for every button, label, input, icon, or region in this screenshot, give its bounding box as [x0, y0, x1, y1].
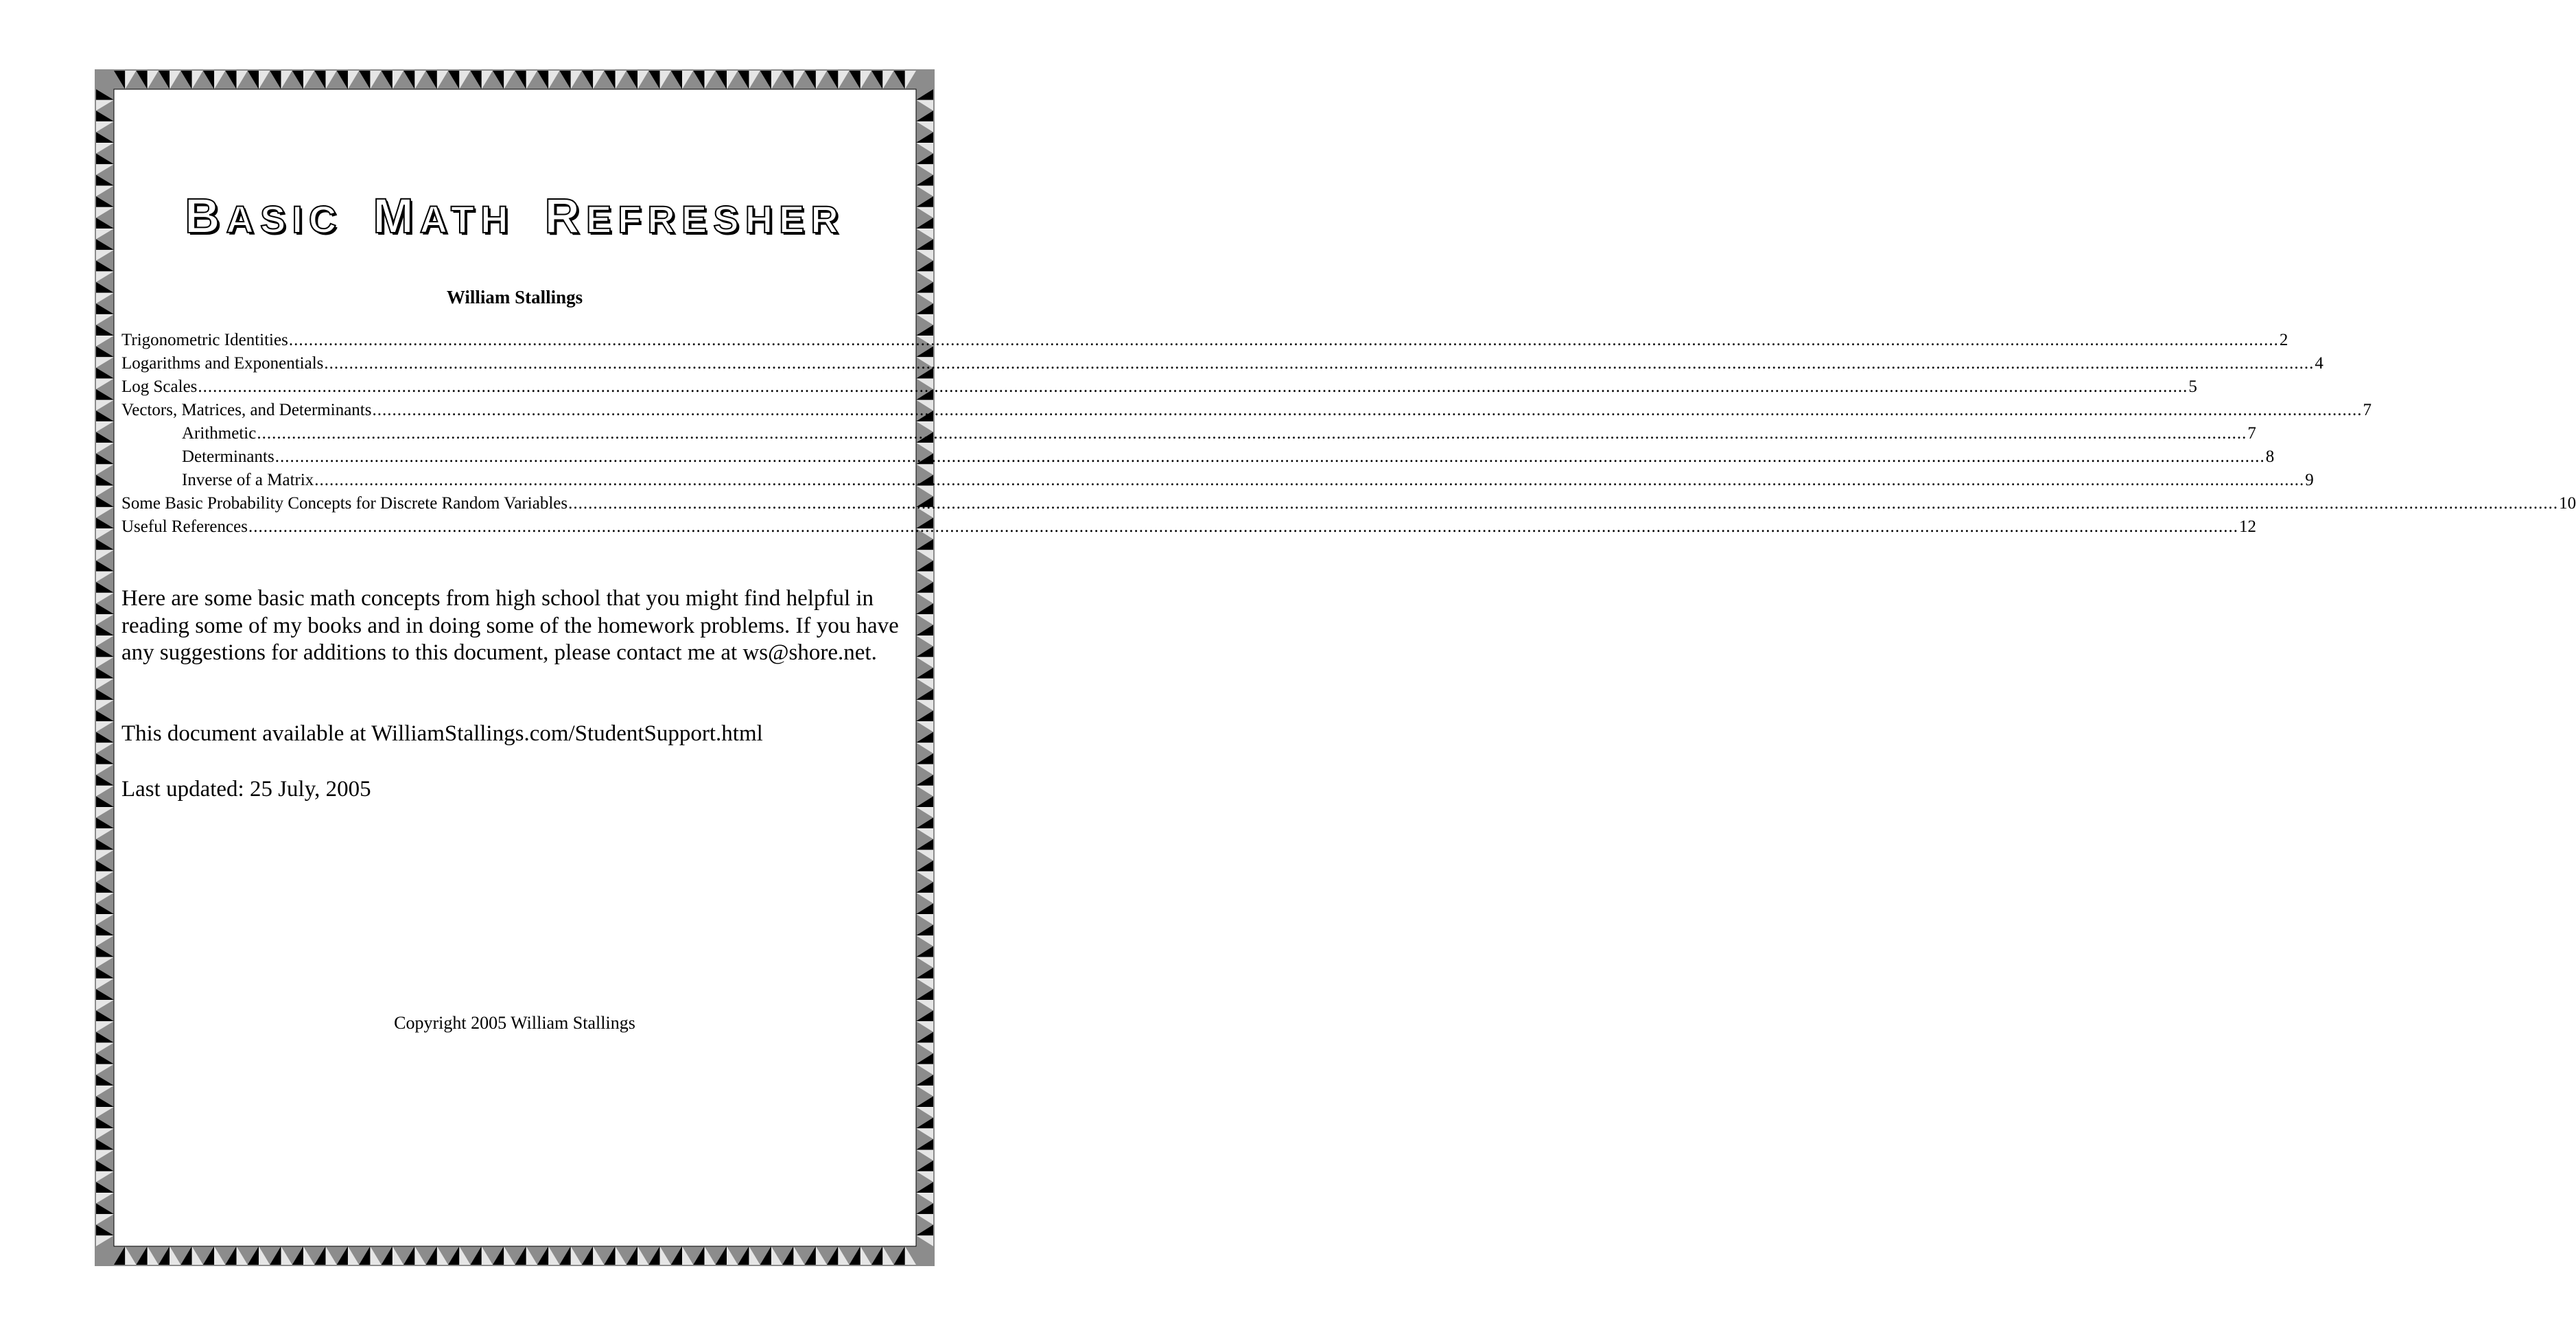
toc-entry-label: Logarithms and Exponentials	[121, 354, 324, 373]
toc-entry	[121, 494, 2576, 517]
toc-entry	[121, 517, 2256, 541]
title-word-rest: ASIC	[226, 198, 343, 241]
page-title	[0, 189, 1029, 244]
last-updated-note: Last updated: 25 July, 2005	[121, 777, 371, 802]
toc-entry-page: 4	[2315, 354, 2323, 373]
toc-entry	[121, 331, 2288, 354]
toc-entry-label: Useful References	[121, 517, 248, 536]
toc-entry-page: 2	[2279, 331, 2288, 349]
toc-entry	[121, 424, 2256, 447]
toc-entry	[121, 401, 2372, 424]
toc-entry-label: Some Basic Probability Concepts for Discrete Random Variables	[121, 494, 568, 513]
toc-dot-leader: ................................................................................................................................................................................................................................................................................................................................................................................................................	[568, 494, 2559, 513]
toc-entry-page: 8	[2265, 447, 2275, 466]
availability-note: This document available at WilliamStallings.com/StudentSupport.html	[121, 721, 763, 746]
toc-entry	[121, 354, 2323, 377]
toc-dot-leader: ................................................................................................................................................................................................................................................................................................................................................................................................................	[288, 331, 2279, 349]
toc-entry-page: 7	[2363, 401, 2372, 419]
toc-entry-label: Vectors, Matrices, and Determinants	[121, 401, 372, 419]
toc-entry-label: Inverse of a Matrix	[182, 471, 314, 489]
toc-entry-page: 12	[2238, 517, 2256, 536]
intro-paragraph: Here are some basic math concepts from high school that you might find helpful in reading some of my books and in doing some of the homework problems. If you have any suggestions for additions to this document, please contact me at ws@shore.net.	[121, 586, 899, 665]
author-name: William Stallings	[446, 287, 583, 307]
title-word	[373, 189, 514, 244]
toc-dot-leader: ................................................................................................................................................................................................................................................................................................................................................................................................................	[324, 354, 2315, 373]
title-word	[545, 189, 845, 244]
toc-dot-leader: ................................................................................................................................................................................................................................................................................................................................................................................................................	[314, 471, 2305, 489]
title-word-initial: B	[185, 189, 226, 244]
toc-entry-page: 9	[2305, 471, 2314, 489]
toc-entry-label: Arithmetic	[182, 424, 257, 443]
toc-entry	[121, 377, 2197, 401]
page-content-area	[114, 89, 916, 1246]
toc-entry-page: 7	[2247, 424, 2256, 443]
toc-dot-leader: ................................................................................................................................................................................................................................................................................................................................................................................................................	[274, 447, 2265, 466]
title-word-initial: M	[373, 189, 420, 244]
title-word-initial: R	[544, 189, 586, 244]
toc-dot-leader: ................................................................................................................................................................................................................................................................................................................................................................................................................	[198, 377, 2188, 396]
toc-entry-label: Log Scales	[121, 377, 198, 396]
toc-entry	[121, 471, 2314, 494]
title-word-rest: ATH	[419, 198, 515, 241]
toc-entry	[121, 447, 2275, 471]
toc-entry-page: 5	[2188, 377, 2197, 396]
table-of-contents	[121, 331, 2576, 541]
toc-dot-leader: ................................................................................................................................................................................................................................................................................................................................................................................................................	[248, 517, 2238, 536]
title-word	[185, 189, 342, 244]
copyright-notice: Copyright 2005 William Stallings	[394, 1013, 635, 1033]
toc-dot-leader: ................................................................................................................................................................................................................................................................................................................................................................................................................	[257, 424, 2247, 443]
title-word-rest: EFRESHER	[585, 198, 845, 241]
toc-entry-label: Determinants	[182, 447, 274, 466]
toc-entry-label: Trigonometric Identities	[121, 331, 288, 349]
toc-entry-page: 10	[2559, 494, 2576, 513]
toc-dot-leader: ................................................................................................................................................................................................................................................................................................................................................................................................................	[372, 401, 2363, 419]
